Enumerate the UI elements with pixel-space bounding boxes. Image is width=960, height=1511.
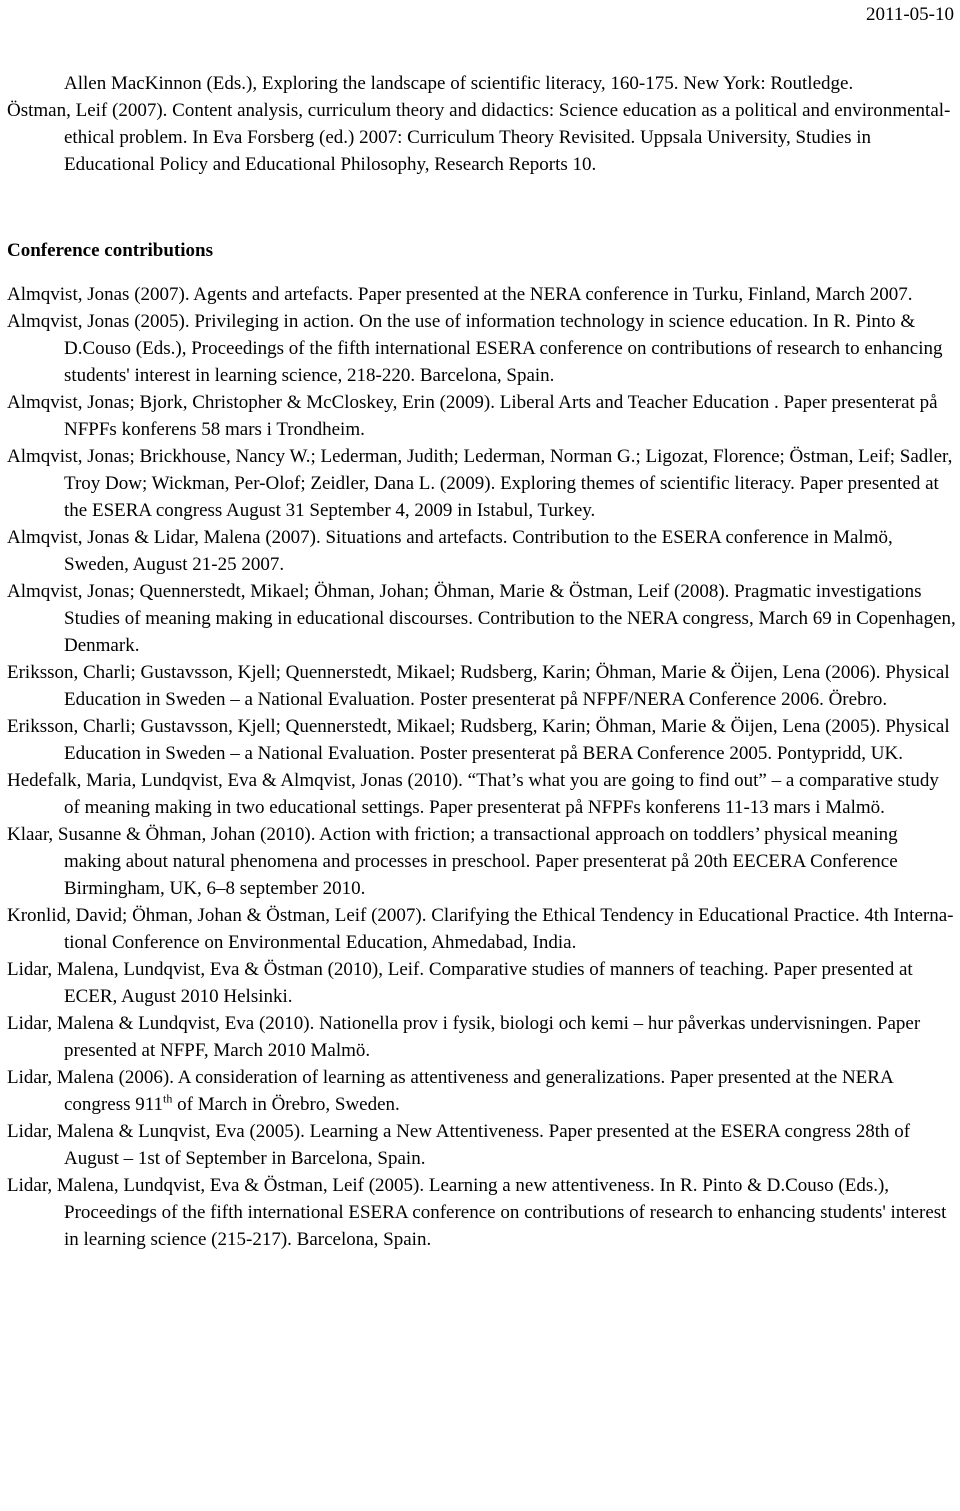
page-date: 2011-05-10: [866, 4, 954, 25]
section-heading: Conference contributions: [7, 240, 213, 261]
document-body: [7, 70, 957, 1253]
entry-text: Lidar, Malena (2006). A consideration of learning as attentiveness and generalizations. Paper presented at the NERA congress 911: [7, 1067, 893, 1115]
conference-entry: Almqvist, Jonas (2007). Agents and artefacts. Paper presented at the NERA conference in Turku, Finland, March 2007.: [7, 284, 913, 305]
conference-entry: Eriksson, Charli; Gustavsson, Kjell; Quennerstedt, Mikael; Rudsberg, Karin; Öhman, Marie & Öijen, Lena (2005). Physical Education in Sweden – a National Evaluation. Poster presenterat på BERA Conference 2005. Pontypridd, UK.: [7, 716, 950, 764]
conference-entry: [7, 1064, 957, 1118]
conference-entry: Kronlid, David; Öhman, Johan & Östman, Leif (2007). Clarifying the Ethical Tendency in Educational Practice. 4th Interna-tional Conference on Environmental Education, Ahmedabad, India.: [7, 905, 954, 953]
reference-entry-continuation: Allen MacKinnon (Eds.), Exploring the landscape of scientific literacy, 160-175. New York: Routledge.: [64, 73, 854, 94]
conference-entry: Almqvist, Jonas; Brickhouse, Nancy W.; Lederman, Judith; Lederman, Norman G.; Ligozat, Florence; Östman, Leif; Sadler, Troy Dow; Wickman, Per-Olof; Zeidler, Dana L. (2009). Exploring themes of scientific literacy. Paper presented at the ESERA congress August 31 September 4, 2009 in Istabul, Turkey.: [7, 446, 953, 521]
conference-entry: Almqvist, Jonas; Quennerstedt, Mikael; Öhman, Johan; Öhman, Marie & Östman, Leif (2008). Pragmatic investigations Studies of meaning making in educational discourses. Contribution to the NERA congress, March 69 in Copenhagen, Denmark.: [7, 581, 956, 656]
entry-text: of March in Örebro, Sweden.: [172, 1094, 400, 1115]
conference-entry: Almqvist, Jonas & Lidar, Malena (2007). Situations and artefacts. Contribution to the ESERA conference in Malmö, Sweden, August 21-25 2007.: [7, 527, 893, 575]
ordinal-superscript: th: [163, 1091, 173, 1106]
conference-entry: Almqvist, Jonas (2005). Privileging in action. On the use of information technology in science education. In R. Pinto & D.Couso (Eds.), Proceedings of the fifth international ESERA conference on contributions of research to enhancing students' interest in learning science, 218-220. Barcelona, Spain.: [7, 311, 943, 386]
conference-entry: Lidar, Malena & Lundqvist, Eva (2010). Nationella prov i fysik, biologi och kemi – hur påverkas undervisningen. Paper presented at NFPF, March 2010 Malmö.: [7, 1013, 921, 1061]
conference-entry: Eriksson, Charli; Gustavsson, Kjell; Quennerstedt, Mikael; Rudsberg, Karin; Öhman, Marie & Öijen, Lena (2006). Physical Education in Sweden – a National Evaluation. Poster presenterat på NFPF/NERA Conference 2006. Örebro.: [7, 662, 950, 710]
conference-entry: Hedefalk, Maria, Lundqvist, Eva & Almqvist, Jonas (2010). “That’s what you are going to find out” – a comparative study of meaning making in two educational settings. Paper presenterat på NFPFs konferens 11-13 mars i Malmö.: [7, 770, 939, 818]
conference-entry: Lidar, Malena, Lundqvist, Eva & Östman, Leif (2005). Learning a new attentiveness. In R. Pinto & D.Couso (Eds.), Proceedings of the fifth international ESERA conference on contributions of research to enhancing students' interest in learning science (215-217). Barcelona, Spain.: [7, 1175, 947, 1250]
reference-entry: Östman, Leif (2007). Content analysis, curriculum theory and didactics: Science education as a political and environmental-ethical problem. In Eva Forsberg (ed.) 2007: Curriculum Theory Revisited. Uppsala University, Studies in Educational Policy and Educational Philosophy, Research Reports 10.: [7, 100, 951, 175]
conference-entry: Almqvist, Jonas; Bjork, Christopher & McCloskey, Erin (2009). Liberal Arts and Teacher Education . Paper presenterat på NFPFs konferens 58 mars i Trondheim.: [7, 392, 938, 440]
conference-entry: Klaar, Susanne & Öhman, Johan (2010). Action with friction; a transactional approach on toddlers’ physical meaning making about natural phenomena and processes in preschool. Paper presenterat på 20th EECERA Conference Birmingham, UK, 6–8 september 2010.: [7, 824, 898, 899]
conference-entry: Lidar, Malena, Lundqvist, Eva & Östman (2010), Leif. Comparative studies of manners of teaching. Paper presented at ECER, August 2010 Helsinki.: [7, 959, 913, 1007]
conference-entry: Lidar, Malena & Lunqvist, Eva (2005). Learning a New Attentiveness. Paper presented at the ESERA congress 28th of August – 1st of September in Barcelona, Spain.: [7, 1121, 911, 1169]
